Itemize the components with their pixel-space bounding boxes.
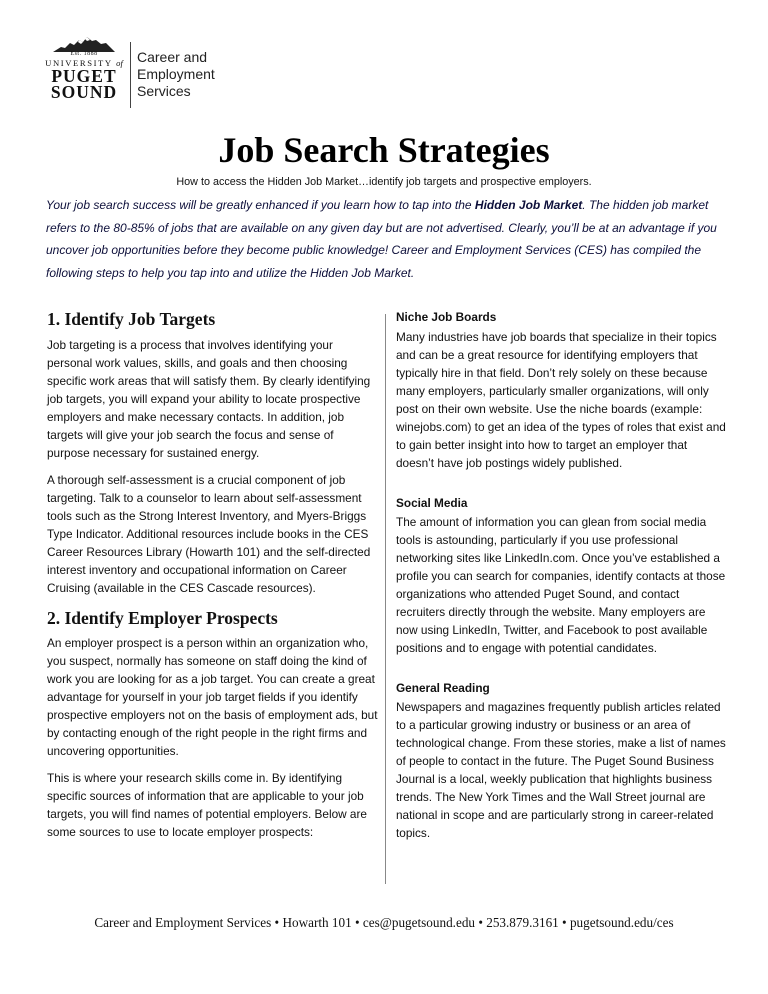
- intro-text-start: Your job search success will be greatly enhanced if you learn how to tap into the: [46, 198, 475, 212]
- dept-line-2: Employment: [137, 66, 215, 82]
- general-reading-heading: General Reading: [396, 681, 490, 695]
- right-column: [396, 308, 726, 842]
- niche-job-boards-heading: Niche Job Boards: [396, 310, 497, 324]
- logo-sound: SOUND: [50, 82, 118, 102]
- intro-text-end: . The hidden job market refers to the 80-85% of jobs that are available on any given day but are not advertised. Clearly, you’ll be at an advantage if you uncover job opportunities before they become public knowledge! Career and Employment Services (CES) has compiled the following steps to help you tap into and utilize the Hidden Job Market.: [46, 198, 717, 280]
- mountain-icon: [53, 36, 115, 52]
- logo-est: Est. 1888: [70, 51, 98, 57]
- niche-job-boards-text: Many industries have job boards that specialize in their topics and can be a great resource for identifying employers that typically hire in that field. Don’t rely solely on these because many employers, particularly smaller organizations, will only post on their own website. Use the niche boards (example: winejobs.com) to get an idea of the types of roles that exist and to gain better insight into how to target an employer that doesn’t have job postings widely published.: [396, 330, 726, 470]
- university-logo[interactable]: [44, 36, 124, 112]
- footer-contact: Career and Employment Services • Howarth 101 • ces@pugetsound.edu • 253.879.3161 • pugetsound.edu/ces: [94, 915, 674, 930]
- column-divider: [385, 314, 386, 884]
- social-media-text: The amount of information you can glean from social media tools is astounding, particularly if you use professional networking sites like LinkedIn.com. Once you’ve established a profile you can search for companies, identify contacts at those organizations who attended Puget Sound, and contact recruiters directly through the website. Many employers are now using LinkedIn, Twitter, and Facebook to post available positions and to engage with potential candidates.: [396, 515, 726, 655]
- employer-prospects-paragraph-2: This is where your research skills come in. By identifying specific sources of information that are applicable to your job targets, you will find names of potential employers. Below are some sources to use to locate employer prospects:: [47, 771, 367, 839]
- section-identify-job-targets-heading: 1. Identify Job Targets: [47, 309, 216, 329]
- job-targets-paragraph-2: A thorough self-assessment is a crucial component of job targeting. Talk to a counselor to learn about self-assessment tools such as the Strong Interest Inventory, and Myers-Briggs Type Indicator. Additional resources include books in the CES Career Resources Library (Howarth 101) and the self-directed interest inventory and occupational information on Career Cruising (available in the CES Cascade resources).: [47, 473, 371, 595]
- social-media-heading: Social Media: [396, 496, 468, 510]
- header-divider: [130, 42, 131, 108]
- logo-university: UNIVERSITY of: [45, 58, 123, 68]
- general-reading-text: Newspapers and magazines frequently publish articles related to a particular growing industry or business or an area of technological change. From these stories, make a list of names of people to contact in the future. The Puget Sound Business Journal is a local, weekly publication that highlights business trends. The New York Times and the Wall Street journal are national in scope and are particularly strong in career-related topics.: [396, 700, 726, 840]
- header: [44, 36, 344, 114]
- page-title: Job Search Strategies: [218, 130, 550, 170]
- dept-line-1: Career and: [137, 49, 208, 65]
- intro-paragraph: [46, 194, 726, 284]
- page-subtitle: How to access the Hidden Job Market…identify job targets and prospective employers.: [176, 176, 592, 188]
- dept-line-3: Services: [137, 83, 191, 99]
- employer-prospects-paragraph-1: An employer prospect is a person within an organization who, you suspect, normally has someone on staff doing the kind of work you are looking for as a job target. You can create a great advantage for yourself in your job target fields if you identify prospective employers not on the basis of employment ads, but by contacting enough of the right people in the right firms and uncovering opportunities.: [47, 636, 378, 758]
- left-column: [47, 308, 379, 841]
- section-identify-employer-prospects-heading: 2. Identify Employer Prospects: [47, 608, 278, 628]
- job-targets-paragraph-1: Job targeting is a process that involves identifying your personal work values, skills, and goals and then choosing specific work areas that will satisfy them. By clearly identifying job targets, you will expand your ability to locate prospective employers and make necessary contacts. In addition, job targets will give your job search the focus and sense of purpose necessary for sustained energy.: [47, 338, 371, 460]
- logo-puget: PUGET: [51, 66, 117, 86]
- department-name: [137, 49, 215, 100]
- intro-hidden-job-market: Hidden Job Market: [474, 198, 583, 212]
